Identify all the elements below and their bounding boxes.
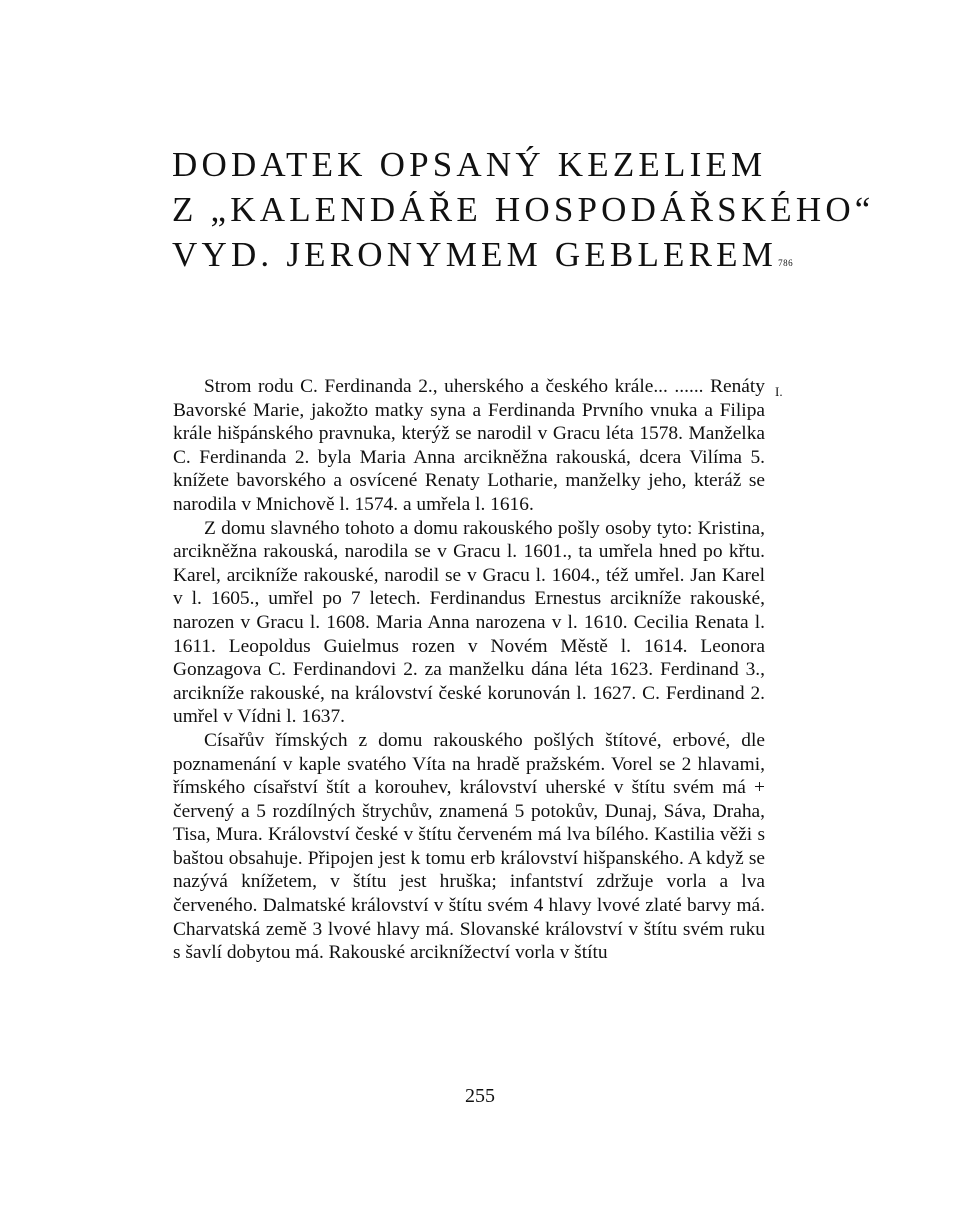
heading-line-2: Z „KALENDÁŘE HOSPODÁŘSKÉHO“ — [172, 190, 875, 229]
chapter-heading — [172, 142, 875, 286]
page-number: 255 — [465, 1085, 495, 1107]
heading-line-1: DODATEK OPSANÝ KEZELIEM — [172, 145, 767, 184]
footnote-reference: 786 — [778, 258, 794, 268]
margin-note: I. — [775, 384, 783, 399]
heading-line-3 — [172, 232, 792, 286]
body-text — [173, 375, 765, 965]
heading-line-3-text: VYD. JERONYMEM GEBLEREM — [172, 235, 778, 274]
paragraph: Z domu slavného tohoto a domu rakouského pošly osoby tyto: Kristina, arcikněžna rakouská, narodila se v Gracu l. 1601., ta umřela hned po křtu. Karel, arcikníže rakouské, narodil se v Gracu l. 1604., též umřel. Jan Karel v l. 1605., umřel po 7 letech. Ferdinandus Ernestus arcikníže rakouské, narozen v Gracu l. 1608. Maria Anna narozena v l. 1610. Cecilia Renata l. 1611. Leopoldus Guielmus rozen v Novém Městě l. 1614. Leonora Gonzagova C. Ferdinandovi 2. za manželku dána léta 1623. Ferdinand 3., arcikníže rakouské, na království české korunován l. 1627. C. Ferdinand 2. umřel v Vídni l. 1637. — [173, 517, 765, 728]
paragraph: Strom rodu C. Ferdinanda 2., uherského a českého krále... ...... Renáty Bavorské Marie, jakožto matky syna a Ferdinanda Prvního vnuka a Filipa krále hišpánského pravnuka, kterýž se narodil v Gracu léta 1578. Manželka C. Ferdinanda 2. byla Maria Anna arcikněžna rakouská, dcera Vilíma 5. knížete bavorského a osvícené Renaty Lotharie, manželky jeho, kteráž se narodila v Mnichově l. 1574. a umřela l. 1616. — [173, 376, 765, 515]
paragraph: Císařův římských z domu rakouského pošlých štítové, erbové, dle poznamenání v kaple svatého Víta na hradě pražském. Vorel se 2 hlavami, římského císařství štít a korouhev, království uherské v štítu svém má + červený a 5 rozdílných štrychův, znamená 5 potokův, Dunaj, Sáva, Draha, Tisa, Mura. Království české v štítu červeném má lva bílého. Kastilia věži s baštou obsahuje. Připojen jest k tomu erb království hišpanského. A když se nazývá knížetem, v štítu jest hruška; infantství zdržuje vorla a lva červeného. Dalmatské království v štítu svém 4 hlavy lvové zlaté barvy má. Charvatská země 3 lvové hlavy má. Slovanské království v štítu svém ruku s šavlí dobytou má. Rakouské arciknížectví vorla v štítu — [173, 729, 765, 964]
